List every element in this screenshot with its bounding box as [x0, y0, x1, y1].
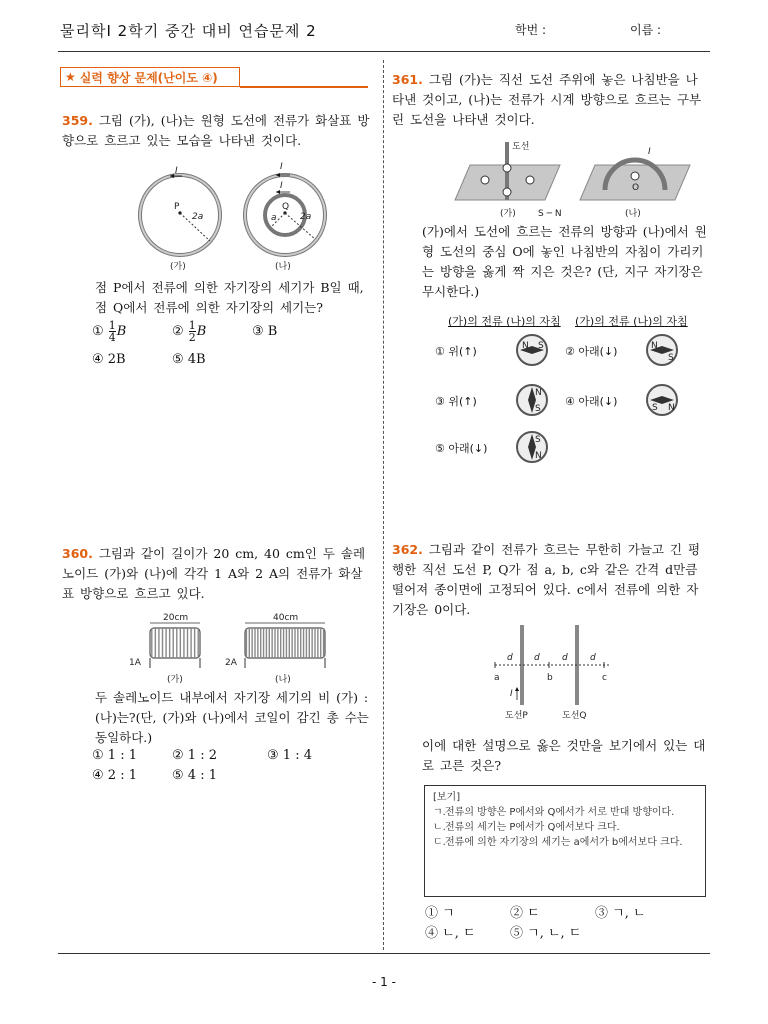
choice-1[interactable]: ① ㄱ — [425, 906, 455, 921]
caption-na: (나) — [625, 209, 641, 219]
bogi-title: [보기] — [433, 792, 461, 803]
footer-rule — [58, 953, 710, 954]
choice-3[interactable]: ③ ㄱ, ㄴ — [595, 906, 646, 921]
choices-362 — [425, 902, 710, 942]
page-title: 물리학Ⅰ 2학기 중간 대비 연습문제 2 — [60, 22, 317, 40]
question-359-prompt — [95, 278, 372, 318]
header-rule — [58, 51, 710, 52]
svg-text:S: S — [535, 404, 541, 414]
choice-3[interactable]: ③ B — [252, 324, 278, 339]
label-current-inner: I — [280, 181, 283, 191]
choice-4[interactable]: ④ 2B — [92, 352, 126, 367]
question-text: 그림 (가), (나)는 원형 도선에 전류가 화살표 방향으로 흐르고 있는 모습을 나타낸 것이다. — [62, 113, 370, 148]
figure-359 — [130, 155, 330, 275]
compass-icon — [515, 430, 549, 464]
svg-text:N: N — [651, 341, 658, 351]
svg-text:d: d — [534, 653, 540, 663]
svg-text:d: d — [507, 653, 513, 663]
question-text: 그림과 같이 길이가 20 cm, 40 cm인 두 솔레노이드 (가)와 (나)에 각각 1 A와 2 A의 전류가 화살표 방향으로 흐르고 있다. — [62, 546, 366, 601]
question-text: 그림 (가)는 직선 도선 주위에 놓은 나침반을 나타낸 것이고, (나)는 전류가 시계 방향으로 흐르는 구부린 도선을 나타낸 것이다. — [392, 72, 702, 127]
svg-text:N: N — [522, 341, 529, 351]
caption-ga: (가) — [500, 209, 516, 219]
name-label: 이름 : — [630, 23, 662, 37]
choice-3[interactable]: ③ 1 : 4 — [267, 748, 312, 763]
choices-360 — [92, 748, 372, 788]
label-20cm: 20cm — [163, 613, 189, 623]
choice-2[interactable]: ② 아래(↓) — [565, 345, 618, 358]
label-wire: 도선 — [512, 142, 530, 152]
student-id-label: 학번 : — [515, 23, 547, 37]
table-header-2: (가)의 전류 (나)의 자침 — [575, 315, 688, 328]
compass-icon — [515, 383, 549, 417]
label-o: O — [632, 183, 640, 193]
label-sn: S ─ N — [538, 209, 562, 219]
question-362-prompt — [422, 736, 707, 776]
bogi-item: ㄷ. 전류에 의한 자기장의 세기는 a에서가 b에서보다 크다. — [433, 837, 683, 848]
svg-text:N: N — [668, 403, 675, 413]
bogi-box — [424, 785, 706, 897]
label-40cm: 40cm — [273, 613, 299, 623]
choice-1[interactable]: ① 위(↑) — [435, 345, 477, 358]
label-1a: 1A — [129, 658, 141, 668]
choices-359 — [92, 320, 372, 370]
question-prompt: 점 P에서 전류에 의한 자기장의 세기가 B일 때, 점 Q에서 전류에 의한 자기장의 세기는? — [95, 280, 364, 315]
question-362 — [392, 540, 707, 620]
choice-5[interactable]: ⑤ 아래(↓) — [435, 442, 488, 455]
compass-icon — [515, 333, 549, 367]
label-q: Q — [282, 202, 290, 212]
section-banner — [60, 67, 240, 87]
question-359 — [62, 111, 372, 151]
question-number: 362. — [392, 542, 423, 557]
choice-4[interactable]: ④ 2 : 1 — [92, 768, 137, 783]
svg-text:S: S — [535, 435, 541, 445]
solenoid-ga — [150, 628, 200, 658]
label-current: I — [648, 147, 651, 157]
column-divider — [383, 60, 384, 950]
choice-1[interactable]: ① 1 : 1 — [92, 748, 137, 763]
choice-3[interactable]: ③ 위(↑) — [435, 395, 477, 408]
choice-2[interactable]: ② ㄷ — [510, 906, 540, 921]
choice-1[interactable]: ① $\frac{1}{4}$ B — [92, 319, 127, 344]
question-text: 그림과 같이 전류가 흐르는 무한히 가늘고 긴 평행한 직선 도선 P, Q가 점 a, b, c와 같은 간격 d만큼 떨어져 종이면에 고정되어 있다. c에서 전류에 의한 자기장은 0이다. — [392, 542, 701, 617]
solenoid-na — [245, 628, 325, 658]
question-number: 360. — [62, 546, 93, 561]
figure-362 — [490, 620, 620, 725]
question-number: 359. — [62, 113, 93, 128]
caption-na: (나) — [275, 262, 291, 272]
caption-na: (나) — [275, 675, 291, 685]
svg-text:S: S — [652, 403, 658, 413]
bogi-item: ㄱ. 전류의 방향은 P에서와 Q에서가 서로 반대 방향이다. — [433, 807, 675, 818]
question-prompt: (가)에서 도선에 흐르는 전류의 방향과 (나)에서 원형 도선의 중심 O에 놓인 나침반의 자침이 가리키는 방향을 옳게 짝 지은 것은? (단, 지구 자기장은 무시한다.) — [422, 224, 707, 299]
label-2a: 2a — [192, 212, 204, 222]
svg-text:S: S — [668, 353, 674, 363]
choice-2[interactable]: ② $\frac{1}{2}$ B — [172, 319, 207, 344]
choice-4[interactable]: ④ ㄴ, ㄷ — [425, 926, 476, 941]
label-current: I — [510, 689, 513, 699]
compass-icon — [645, 383, 679, 417]
choice-5[interactable]: ⑤ 4B — [172, 352, 206, 367]
table-header-1: (가)의 전류 (나)의 자침 — [448, 315, 561, 328]
choice-5[interactable]: ⑤ ㄱ, ㄴ, ㄷ — [510, 926, 582, 941]
point-a: a — [494, 673, 500, 683]
question-361-prompt — [422, 222, 707, 302]
choice-5[interactable]: ⑤ 4 : 1 — [172, 768, 217, 783]
question-prompt: 두 솔레노이드 내부에서 자기장 세기의 비 (가) : (나)는?(단, (가)와 (나)에서 코일이 감긴 총 수는 동일하다.) — [95, 690, 369, 745]
banner-rule — [240, 86, 368, 88]
svg-text:S: S — [538, 341, 544, 351]
caption-ga: (가) — [170, 262, 186, 272]
label-current-outer: I — [280, 162, 283, 172]
label-p: P — [174, 202, 180, 212]
figure-361 — [450, 140, 700, 220]
figure-360 — [125, 610, 345, 690]
choice-2[interactable]: ② 1 : 2 — [172, 748, 217, 763]
label-2a-b: 2a — [300, 212, 312, 222]
star-icon: ★ — [65, 70, 76, 84]
question-360 — [62, 544, 374, 604]
question-360-prompt — [95, 688, 373, 748]
banner-text: 실력 향상 문제(난이도 ④) — [79, 70, 218, 85]
label-wire-p: 도선P — [505, 711, 528, 721]
svg-text:N: N — [535, 451, 542, 461]
question-361 — [392, 70, 707, 130]
compass-icon — [645, 333, 679, 367]
label-a: a — [271, 213, 277, 223]
label-2a-current: 2A — [225, 658, 237, 668]
question-prompt: 이에 대한 설명으로 옳은 것만을 보기에서 있는 대로 고른 것은? — [422, 738, 706, 773]
page-header — [0, 0, 768, 54]
svg-text:d: d — [562, 653, 568, 663]
choice-4[interactable]: ④ 아래(↓) — [565, 395, 618, 408]
svg-text:d: d — [590, 653, 596, 663]
label-wire-q: 도선Q — [562, 711, 587, 721]
point-c: c — [602, 673, 607, 683]
question-number: 361. — [392, 72, 423, 87]
svg-text:N: N — [535, 388, 542, 398]
label-current: I — [175, 166, 178, 176]
bogi-item: ㄴ. 전류의 세기는 P에서가 Q에서보다 크다. — [433, 822, 620, 833]
point-b: b — [547, 673, 553, 683]
page-number: - 1 - — [372, 975, 396, 989]
caption-ga: (가) — [167, 675, 183, 685]
